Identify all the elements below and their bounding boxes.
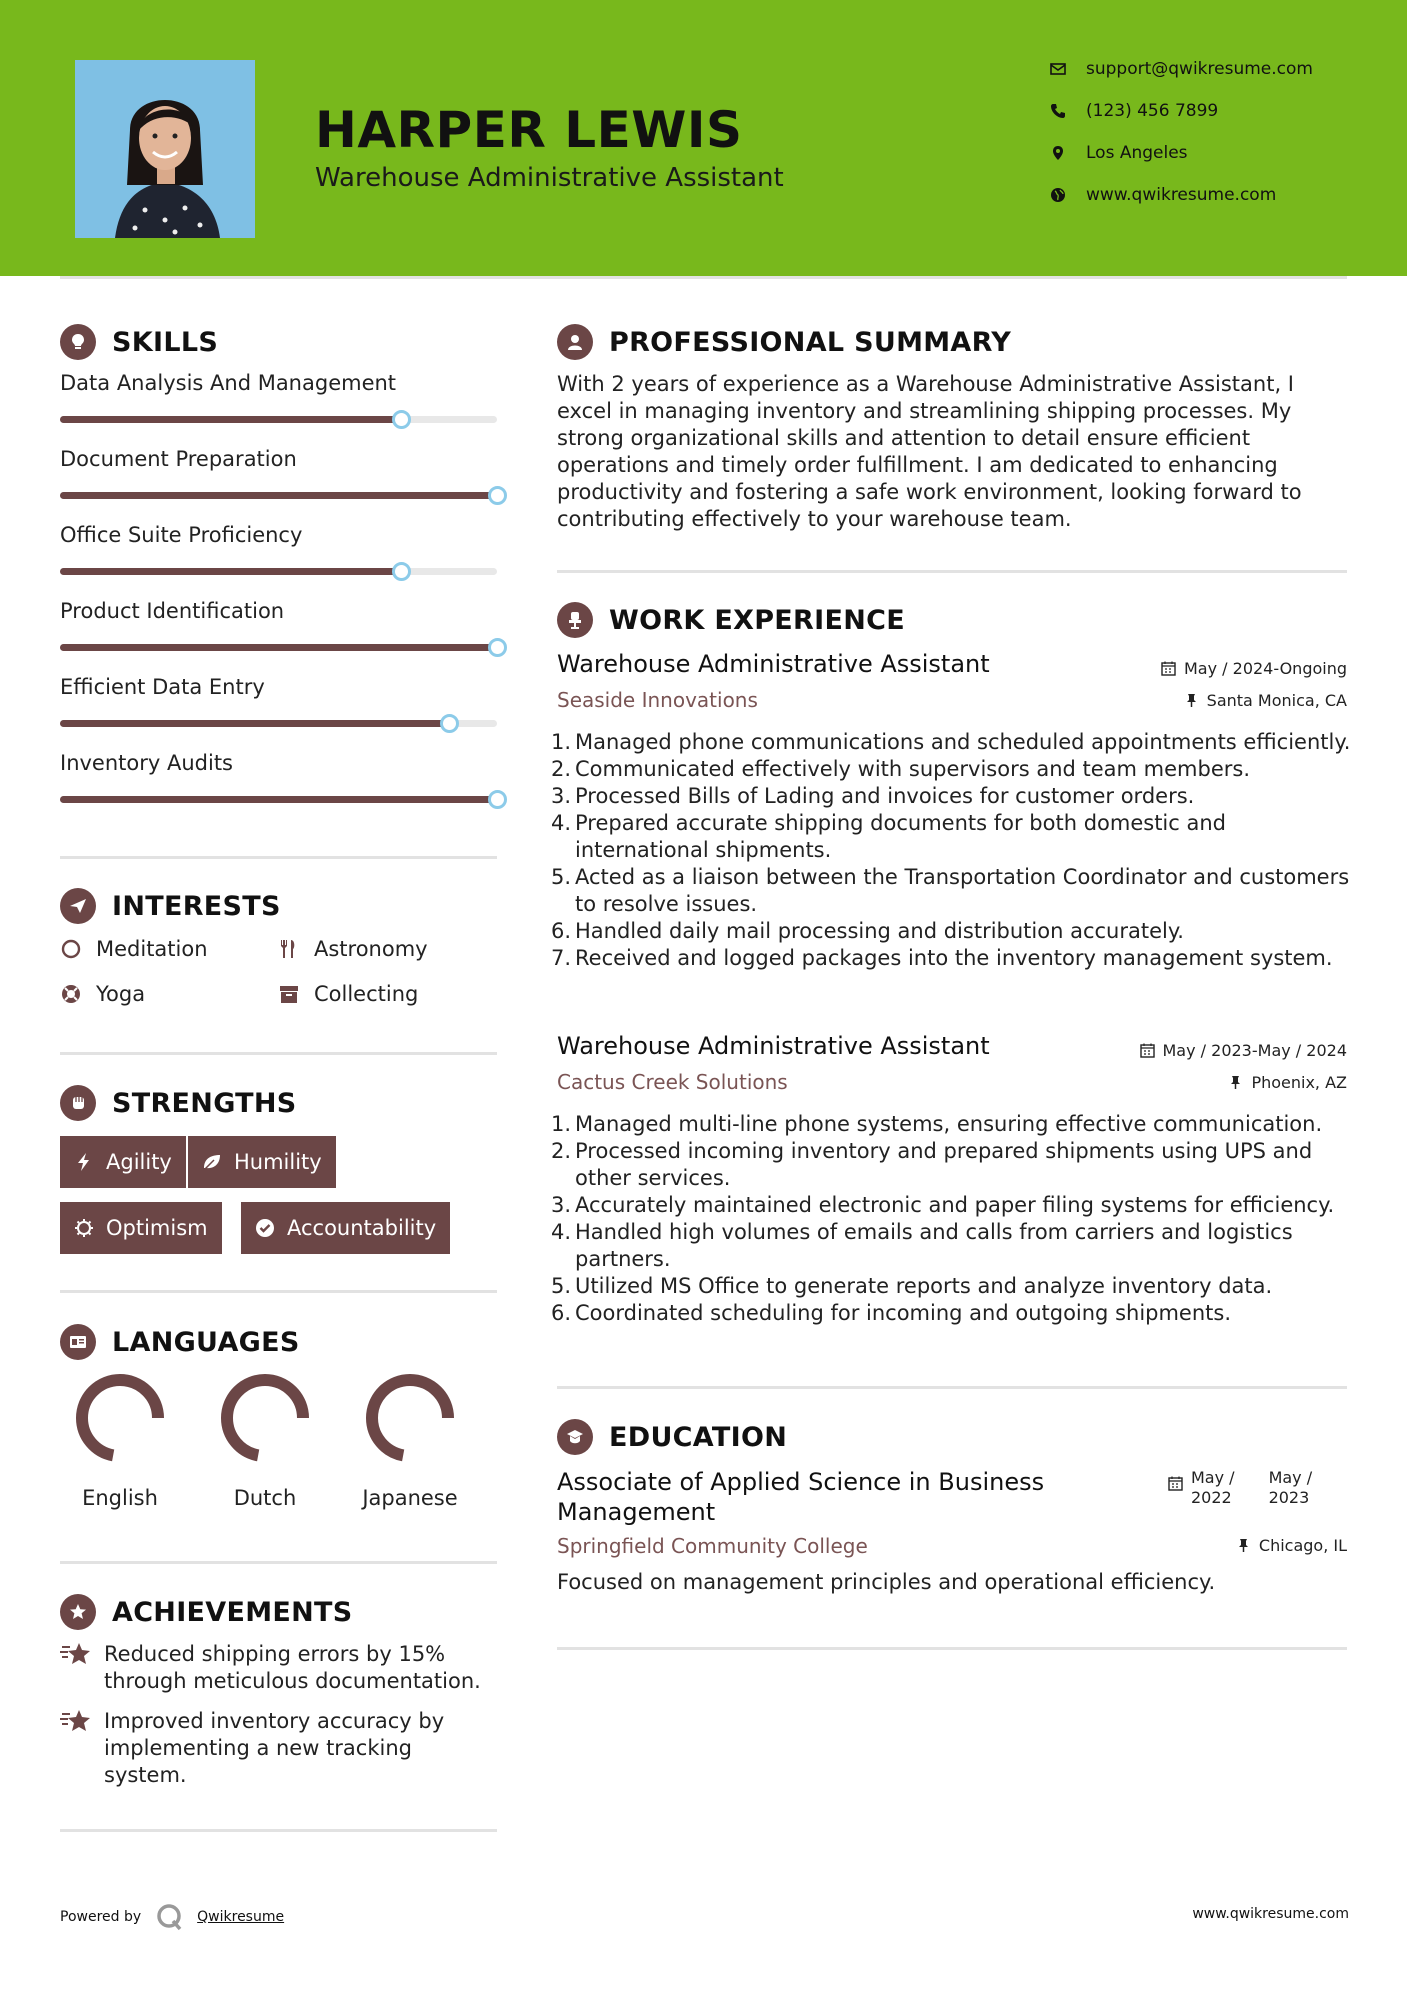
responsibility-item xyxy=(550,810,1357,864)
strength-tag-optimism: Optimism xyxy=(60,1202,222,1254)
interest-collecting xyxy=(278,982,418,1006)
responsibility-text: Received and logged packages into the inventory management system. xyxy=(575,946,1333,970)
summary-divider xyxy=(557,570,1347,573)
responsibility-item xyxy=(550,1192,1357,1219)
language-gauge-arc xyxy=(227,1380,303,1456)
contact-location-text: Los Angeles xyxy=(1086,143,1188,163)
company-name: Seaside Innovations xyxy=(557,688,758,712)
job-responsibilities xyxy=(550,729,1357,972)
responsibility-item xyxy=(550,729,1357,756)
job-responsibilities xyxy=(550,1111,1357,1327)
interest-yoga xyxy=(60,982,145,1006)
contact-location xyxy=(1050,143,1390,163)
lifebuoy-icon xyxy=(60,983,82,1005)
list-number: 2. xyxy=(550,757,571,781)
responsibility-text: Handled high volumes of emails and calls from carriers and logistics partners. xyxy=(575,1220,1293,1271)
interest-label: Collecting xyxy=(314,982,419,1006)
archive-box-icon xyxy=(278,983,300,1005)
interest-label: Meditation xyxy=(96,937,208,961)
check-circle-icon xyxy=(255,1218,275,1238)
circle-icon xyxy=(60,938,82,960)
job-title: Warehouse Administrative Assistant xyxy=(557,1032,990,1060)
map-pin-icon xyxy=(1050,145,1066,161)
list-number: 3. xyxy=(550,1193,571,1217)
strength-tag-agility: Agility xyxy=(60,1136,186,1188)
achievements-divider xyxy=(60,1829,497,1832)
candidate-title: Warehouse Administrative Assistant xyxy=(315,163,784,193)
pushpin-icon xyxy=(1184,693,1199,708)
responsibility-item xyxy=(550,1300,1357,1327)
responsibility-item xyxy=(550,1111,1357,1138)
language-gauge xyxy=(362,1370,458,1466)
responsibility-item xyxy=(550,756,1357,783)
achievements-heading: ACHIEVEMENTS xyxy=(60,1594,353,1630)
skill-bar-fill xyxy=(60,492,497,499)
language-gauge-arc xyxy=(372,1380,448,1456)
fist-icon xyxy=(60,1085,96,1121)
education-divider xyxy=(557,1647,1347,1650)
experience-divider xyxy=(557,1386,1347,1389)
responsibility-text: Utilized MS Office to generate reports and analyze inventory data. xyxy=(575,1274,1273,1298)
responsibility-item xyxy=(550,783,1357,810)
skill-bar xyxy=(60,568,497,575)
calendar-icon xyxy=(1168,1476,1183,1491)
phone-icon xyxy=(1050,103,1066,119)
list-number: 5. xyxy=(550,865,571,889)
envelope-icon xyxy=(1050,61,1066,77)
interest-meditation xyxy=(60,937,208,961)
skill-label: Inventory Audits xyxy=(60,751,233,775)
candidate-name: HARPER LEWIS xyxy=(315,101,743,159)
leaf-icon xyxy=(202,1152,222,1172)
paper-plane-icon xyxy=(60,888,96,924)
contact-phone-text: (123) 456 7899 xyxy=(1086,101,1219,121)
degree-line: Associate of Applied Science in Business xyxy=(557,1468,1045,1496)
responsibility-item xyxy=(550,864,1357,918)
list-number: 7. xyxy=(550,946,571,970)
responsibility-text: Processed incoming inventory and prepared shipments using UPS and other services. xyxy=(575,1139,1313,1190)
list-number: 5. xyxy=(550,1274,571,1298)
contact-email[interactable] xyxy=(1050,59,1390,79)
profile-photo xyxy=(75,60,255,238)
responsibility-text: Managed phone communications and scheduled appointments efficiently. xyxy=(575,730,1351,754)
job-location: Santa Monica, CA xyxy=(1184,691,1347,710)
id-card-icon xyxy=(60,1324,96,1360)
interest-label: Astronomy xyxy=(314,937,428,961)
strengths-heading: STRENGTHS xyxy=(60,1085,297,1121)
language-gauge xyxy=(72,1370,168,1466)
skill-level-knob xyxy=(392,562,411,581)
list-number: 1. xyxy=(550,1112,571,1136)
summary-heading: PROFESSIONAL SUMMARY xyxy=(557,324,1011,360)
interest-label: Yoga xyxy=(96,982,146,1006)
skill-level-knob xyxy=(392,410,411,429)
skill-bar xyxy=(60,720,497,727)
responsibility-text: Managed multi-line phone systems, ensuring effective communication. xyxy=(575,1112,1323,1136)
interests-divider xyxy=(60,1052,497,1055)
pushpin-icon xyxy=(1236,1538,1251,1553)
skill-level-knob xyxy=(488,486,507,505)
education-description: Focused on management principles and operational efficiency. xyxy=(557,1570,1216,1594)
responsibility-item xyxy=(550,945,1357,972)
powered-by-text: Powered by xyxy=(60,1909,142,1925)
qwikresume-logo-icon xyxy=(155,1902,185,1932)
responsibility-text: Acted as a liaison between the Transportation Coordinator and customers to resolve issues. xyxy=(575,865,1350,916)
education-date xyxy=(1168,1468,1312,1508)
interest-astronomy xyxy=(278,937,428,961)
language-label: Japanese xyxy=(362,1486,458,1510)
footer-powered-by xyxy=(60,1902,284,1932)
strength-tag-accountability: Accountability xyxy=(241,1202,450,1254)
company-name: Cactus Creek Solutions xyxy=(557,1070,788,1094)
skill-bar xyxy=(60,644,497,651)
degree-line: Management xyxy=(557,1498,716,1526)
utensils-icon xyxy=(278,938,300,960)
list-number: 3. xyxy=(550,784,571,808)
summary-text: With 2 years of experience as a Warehouse Administrative Assistant, I excel in managing inventory and streamlining shipping processes. My strong organizational skills and attention to detail ensure efficient operations and timely order fulfillment. I am dedicated to enhancing productivity and fostering a safe work environment, looking forward to contributing effectively to your warehouse team. xyxy=(557,372,1302,531)
globe-icon xyxy=(1050,187,1066,203)
calendar-icon xyxy=(1140,1043,1155,1058)
skill-label: Product Identification xyxy=(60,599,285,623)
language-item xyxy=(350,1370,470,1510)
skill-bar xyxy=(60,796,497,803)
list-number: 1. xyxy=(550,730,571,754)
responsibility-item xyxy=(550,918,1357,945)
graduate-icon xyxy=(557,1419,593,1455)
list-number: 2. xyxy=(550,1139,571,1163)
achievement-item: Reduced shipping errors by 15% through meticulous documentation. xyxy=(60,1641,500,1695)
skills-divider xyxy=(60,856,497,859)
date-end-year: 2023 xyxy=(1268,1488,1310,1507)
brand-link[interactable]: Qwikresume xyxy=(197,1909,285,1925)
responsibility-text: Prepared accurate shipping documents for both domestic and international shipments. xyxy=(575,811,1226,862)
header-divider xyxy=(60,276,1347,279)
skill-bar-fill xyxy=(60,796,497,803)
job-title: Warehouse Administrative Assistant xyxy=(557,650,990,678)
school-name: Springfield Community College xyxy=(557,1534,868,1558)
responsibility-item xyxy=(550,1138,1357,1192)
responsibility-text: Handled daily mail processing and distribution accurately. xyxy=(575,919,1184,943)
contact-email-text: support@qwikresume.com xyxy=(1086,59,1313,79)
date-start-year: 2022 xyxy=(1191,1488,1232,1507)
office-chair-icon xyxy=(557,602,593,638)
strength-tag-humility: Humility xyxy=(188,1136,336,1188)
star-icon xyxy=(60,1708,92,1734)
responsibility-text: Coordinated scheduling for incoming and outgoing shipments. xyxy=(575,1301,1232,1325)
responsibility-text: Processed Bills of Lading and invoices for customer orders. xyxy=(575,784,1195,808)
language-label: English xyxy=(82,1486,158,1510)
languages-divider xyxy=(60,1561,497,1564)
language-item xyxy=(205,1370,325,1510)
responsibility-text: Accurately maintained electronic and paper filing systems for efficiency. xyxy=(575,1193,1335,1217)
contact-phone[interactable] xyxy=(1050,101,1390,121)
languages-heading: LANGUAGES xyxy=(60,1324,300,1360)
skills-heading: SKILLS xyxy=(60,324,218,360)
date-end-month: May / xyxy=(1268,1468,1313,1487)
lightbulb-icon xyxy=(60,324,96,360)
skill-label: Document Preparation xyxy=(60,447,297,471)
skill-bar-fill xyxy=(60,720,449,727)
skill-bar xyxy=(60,492,497,499)
language-gauge xyxy=(217,1370,313,1466)
responsibility-item xyxy=(550,1273,1357,1300)
list-number: 4. xyxy=(550,1220,571,1244)
list-number: 6. xyxy=(550,1301,571,1325)
education-location: Chicago, IL xyxy=(1236,1536,1347,1555)
achievement-item: Improved inventory accuracy by implementing a new tracking system. xyxy=(60,1708,500,1789)
skill-level-knob xyxy=(440,714,459,733)
contact-website-text: www.qwikresume.com xyxy=(1086,185,1277,205)
responsibility-item xyxy=(550,1219,1357,1273)
job-location: Phoenix, AZ xyxy=(1228,1073,1347,1092)
degree-title xyxy=(557,1467,1044,1527)
star-icon xyxy=(60,1641,92,1667)
language-gauge-arc xyxy=(82,1380,158,1456)
skill-level-knob xyxy=(488,638,507,657)
skill-bar-fill xyxy=(60,644,497,651)
calendar-icon xyxy=(1161,661,1176,676)
list-number: 4. xyxy=(550,811,571,835)
bolt-icon xyxy=(74,1152,94,1172)
job-date: May / 2023-May / 2024 xyxy=(1140,1041,1348,1060)
language-item xyxy=(60,1370,180,1510)
skill-bar xyxy=(60,416,497,423)
education-heading: EDUCATION xyxy=(557,1419,787,1455)
skill-bar-fill xyxy=(60,568,401,575)
language-label: Dutch xyxy=(233,1486,297,1510)
footer-website[interactable]: www.qwikresume.com xyxy=(1192,1906,1349,1922)
sun-icon xyxy=(74,1218,94,1238)
skill-bar-fill xyxy=(60,416,401,423)
star-badge-icon xyxy=(60,1594,96,1630)
resume-header xyxy=(0,0,1407,276)
user-icon xyxy=(557,324,593,360)
skill-label: Office Suite Proficiency xyxy=(60,523,303,547)
date-start-month: May / xyxy=(1191,1468,1235,1487)
interests-heading: INTERESTS xyxy=(60,888,281,924)
skill-label: Efficient Data Entry xyxy=(60,675,265,699)
skill-level-knob xyxy=(488,790,507,809)
pushpin-icon xyxy=(1228,1075,1243,1090)
job-date: May / 2024-Ongoing xyxy=(1161,659,1347,678)
list-number: 6. xyxy=(550,919,571,943)
contact-website[interactable] xyxy=(1050,185,1390,205)
strengths-divider xyxy=(60,1290,497,1293)
responsibility-text: Communicated effectively with supervisors and team members. xyxy=(575,757,1250,781)
skill-label: Data Analysis And Management xyxy=(60,371,397,395)
experience-heading: WORK EXPERIENCE xyxy=(557,602,905,638)
